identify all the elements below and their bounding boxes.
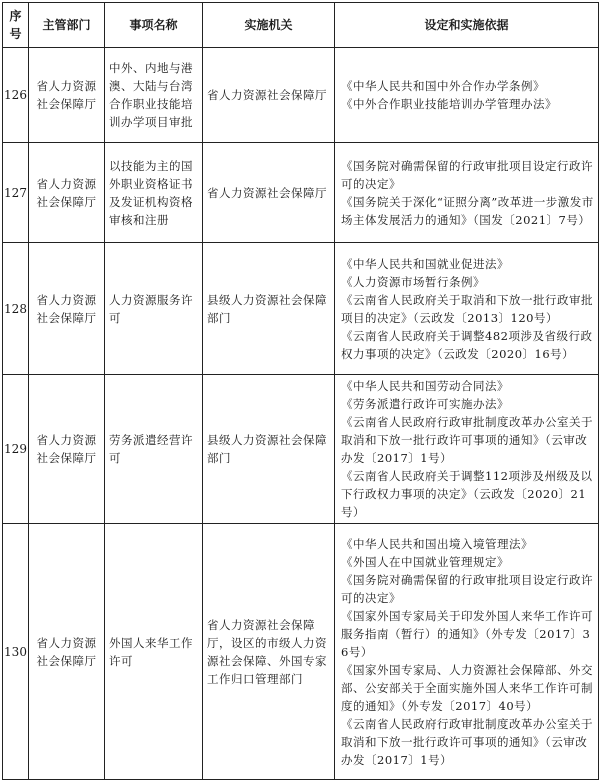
row-agency: 省人力资源社会保障厅 xyxy=(203,48,335,143)
row-item-name: 人力资源服务许可 xyxy=(105,243,203,375)
row-item-name: 以技能为主的国外职业资格证书及发证机构资格审核和注册 xyxy=(105,143,203,243)
row-number: 129 xyxy=(3,375,29,524)
basis-line: 《劳务派遣行政许可实施办法》 xyxy=(341,397,509,411)
row-agency: 县级人力资源社会保障部门 xyxy=(203,243,335,375)
header-basis: 设定和实施依据 xyxy=(335,3,599,48)
row-item-name: 中外、内地与港澳、大陆与台湾合作职业技能培训办学项目审批 xyxy=(105,48,203,143)
row-item-name: 外国人来华工作许可 xyxy=(105,524,203,780)
basis-line: 《外国人在中国就业管理规定》 xyxy=(341,554,509,569)
header-agency: 实施机关 xyxy=(203,3,335,48)
basis-line: 《中外合作职业技能培训办学管理办法》 xyxy=(341,97,557,111)
row-basis xyxy=(335,48,599,143)
header-department: 主管部门 xyxy=(29,3,105,48)
row-item-name: 劳务派遣经营许可 xyxy=(105,375,203,524)
basis-line: 《云南省人民政府行政审批制度改革办公室关于取消和下放一批行政许可事项的通知》（云审改办发〔2017〕1号） xyxy=(341,716,593,767)
row-department: 省人力资源社会保障厅 xyxy=(29,524,105,780)
row-agency: 县级人力资源社会保障部门 xyxy=(203,375,335,524)
basis-line: 《人力资源市场暂行条例》 xyxy=(341,274,485,289)
basis-line: 《国家外国专家局、人力资源社会保障部、外交部、公安部关于全面实施外国人来华工作许可制度的通知》（外专发〔2017〕40号） xyxy=(341,662,593,713)
basis-line: 《中华人民共和国出境入境管理法》 xyxy=(341,536,533,551)
header-serial: 序号 xyxy=(3,3,29,48)
row-department: 省人力资源社会保障厅 xyxy=(29,375,105,524)
row-department: 省人力资源社会保障厅 xyxy=(29,143,105,243)
basis-line: 《国务院关于深化“证照分离”改革进一步激发市场主体发展活力的通知》（国发〔2021〕7号） xyxy=(341,194,594,227)
table-row xyxy=(3,48,599,143)
basis-line: 《中华人民共和国就业促进法》 xyxy=(341,256,509,271)
row-department: 省人力资源社会保障厅 xyxy=(29,243,105,375)
basis-line: 《中华人民共和国中外合作办学条例》 xyxy=(341,79,545,93)
permit-table xyxy=(2,2,599,780)
row-basis xyxy=(335,524,599,780)
row-number: 128 xyxy=(3,243,29,375)
row-number: 126 xyxy=(3,48,29,143)
row-agency: 省人力资源社会保障厅，设区的市级人力资源社会保障、外国专家工作归口管理部门 xyxy=(203,524,335,780)
basis-line: 《国务院对确需保留的行政审批项目设定行政许可的决定》 xyxy=(341,572,593,605)
header-item-name: 事项名称 xyxy=(105,3,203,48)
table-row xyxy=(3,524,599,780)
basis-line: 《云南省人民政府行政审批制度改革办公室关于取消和下放一批行政许可事项的通知》（云审改办发〔2017〕1号） xyxy=(341,415,593,465)
row-number: 127 xyxy=(3,143,29,243)
basis-line: 《国家外国专家局关于印发外国人来华工作许可服务指南（暂行）的通知》（外专发〔2017〕36号） xyxy=(341,608,593,659)
row-basis xyxy=(335,375,599,524)
basis-line: 《中华人民共和国劳动合同法》 xyxy=(341,379,509,393)
basis-line: 《云南省人民政府关于调整112项涉及州级及以下行政权力事项的决定》（云政发〔2020〕21号） xyxy=(341,469,593,519)
row-agency: 省人力资源社会保障厅 xyxy=(203,143,335,243)
table-row xyxy=(3,143,599,243)
row-basis xyxy=(335,143,599,243)
basis-line: 《云南省人民政府关于调整482项涉及省级行政权力事项的决定》（云政发〔2020〕16号） xyxy=(341,328,593,361)
table-row xyxy=(3,243,599,375)
table-row xyxy=(3,375,599,524)
row-number: 130 xyxy=(3,524,29,780)
basis-line: 《国务院对确需保留的行政审批项目设定行政许可的决定》 xyxy=(341,158,593,191)
basis-line: 《云南省人民政府关于取消和下放一批行政审批项目的决定》（云政发〔2013〕120号） xyxy=(341,292,593,325)
row-basis xyxy=(335,243,599,375)
header-row xyxy=(3,3,599,48)
row-department: 省人力资源社会保障厅 xyxy=(29,48,105,143)
